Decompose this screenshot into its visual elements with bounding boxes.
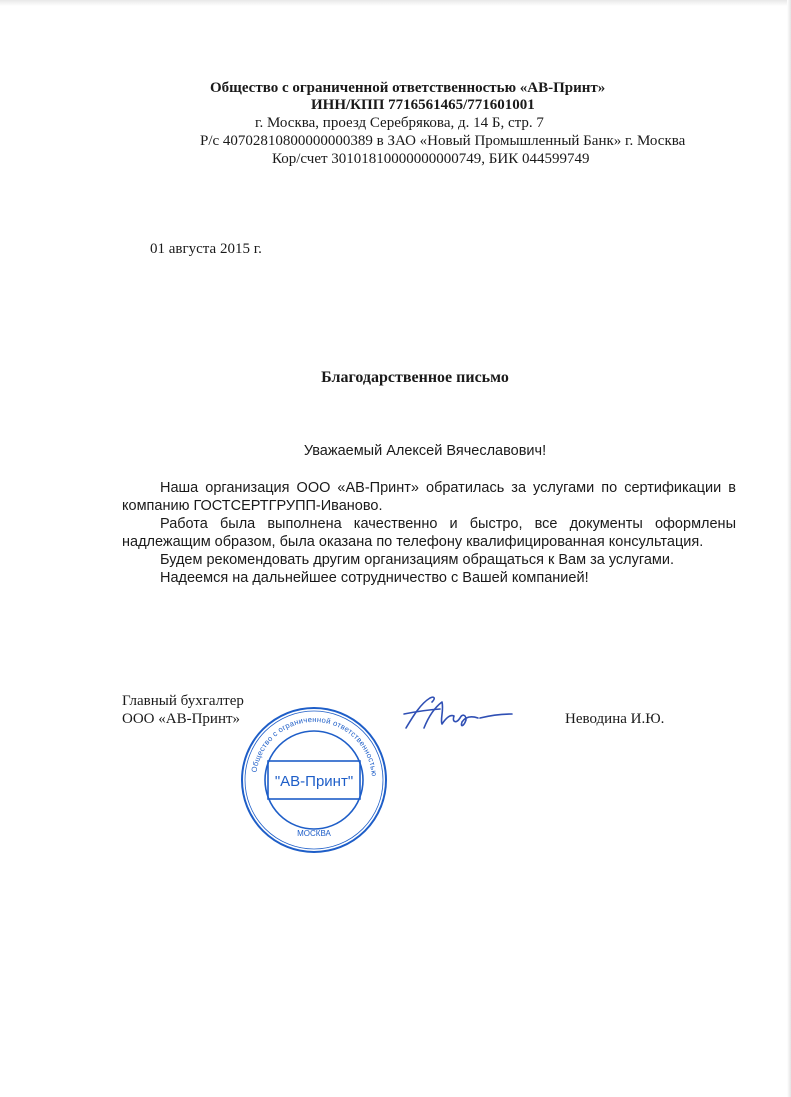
letter-paragraph: Надеемся на дальнейшее сотрудничество с Вашей компанией!	[160, 570, 589, 586]
salutation: Уважаемый Алексей Вячеславович!	[303, 443, 547, 459]
page-top-edge	[0, 0, 791, 6]
handwritten-signature	[400, 688, 520, 738]
bank-account: Р/с 40702810800000000389 в ЗАО «Новый Промышленный Банк» г. Москва	[200, 133, 686, 149]
letter-title: Благодарственное письмо	[321, 369, 509, 386]
signer-name: Неводина И.Ю.	[565, 711, 665, 727]
stamp-city: МОСКВА	[297, 829, 331, 838]
correspondent-account: Кор/счет 30101810000000000749, БИК 044599749	[272, 151, 590, 167]
letter-paragraph: Будем рекомендовать другим организациям обращаться к Вам за услугами.	[160, 552, 675, 568]
company-address: г. Москва, проезд Серебрякова, д. 14 Б, стр. 7	[255, 115, 544, 131]
company-stamp	[240, 706, 388, 854]
letter-paragraph: Работа была выполнена качественно и быстро, все документы оформлены надлежащим образом, была оказана по телефону квалифицированная консультация.	[122, 516, 736, 550]
signer-organization: ООО «АВ-Принт»	[122, 711, 241, 727]
stamp-center-text: "АВ-Принт"	[274, 773, 354, 790]
signer-position: Главный бухгалтер	[122, 693, 244, 709]
letter-date: 01 августа 2015 г.	[150, 241, 262, 257]
stamp-ring-text: Общество с ограниченной ответственностью	[249, 714, 379, 777]
inn-kpp: ИНН/КПП 7716561465/771601001	[311, 97, 535, 113]
company-name: Общество с ограниченной ответственностью «АВ-Принт»	[210, 80, 606, 96]
letter-paragraph: Наша организация ООО «АВ-Принт» обратилась за услугами по сертификации в компанию ГОСТСЕРТГРУПП-Иваново.	[122, 480, 736, 514]
page-right-edge	[787, 0, 791, 1097]
